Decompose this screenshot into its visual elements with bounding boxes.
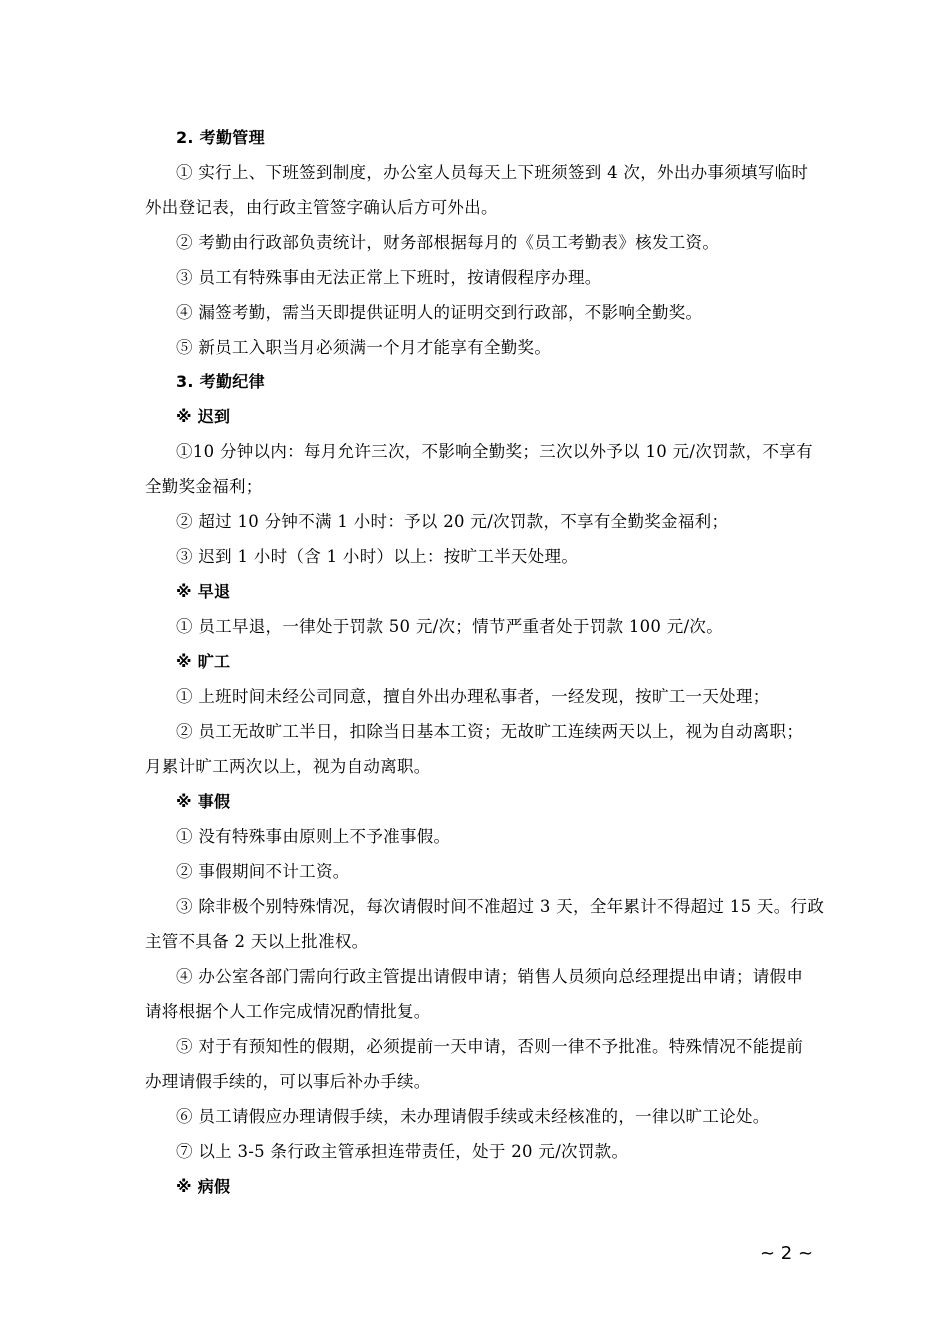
paragraph-line: 月累计旷工两次以上，视为自动离职。	[145, 757, 431, 776]
paragraph-line: 全勤奖金福利；	[145, 477, 263, 496]
paragraph-line: ② 超过 10 分钟不满 1 小时：予以 20 元/次罚款，不享有全勤奖金福利；	[176, 512, 729, 531]
paragraph-line: ⑦ 以上 3-5 条行政主管承担连带责任，处于 20 元/次罚款。	[176, 1142, 629, 1161]
paragraph-line: ⑤ 对于有预知性的假期，必须提前一天申请，否则一律不予批准。特殊情况不能提前	[176, 1037, 804, 1056]
paragraph-line: ④ 漏签考勤，需当天即提供证明人的证明交到行政部，不影响全勤奖。	[176, 303, 703, 322]
paragraph-line: ⑤ 新员工入职当月必须满一个月才能享有全勤奖。	[176, 338, 552, 357]
paragraph-line: 请将根据个人工作完成情况酌情批复。	[145, 1002, 431, 1021]
paragraph-line: ① 没有特殊事由原则上不予准事假。	[176, 827, 451, 846]
paragraph-line: ① 员工早退，一律处于罚款 50 元/次；情节严重者处于罚款 100 元/次。	[176, 617, 724, 636]
subheading-personal-leave: ※ 事假	[176, 792, 231, 811]
subheading-absenteeism: ※ 旷工	[176, 652, 231, 671]
subheading-late: ※ 迟到	[176, 407, 231, 426]
paragraph-line: ① 上班时间未经公司同意，擅自外出办理私事者，一经发现，按旷工一天处理；	[176, 687, 770, 706]
paragraph-line: ② 员工无故旷工半日，扣除当日基本工资；无故旷工连续两天以上，视为自动离职；	[176, 722, 804, 741]
paragraph-line: ③ 除非极个别特殊情况，每次请假时间不准超过 3 天，全年累计不得超过 15 天。行政	[176, 897, 825, 916]
paragraph-line: ② 考勤由行政部负责统计，财务部根据每月的《员工考勤表》核发工资。	[176, 233, 720, 252]
paragraph-line: 主管不具备 2 天以上批准权。	[145, 932, 369, 951]
paragraph-line: 办理请假手续的，可以事后补办手续。	[145, 1072, 431, 1091]
paragraph-line: ④ 办公室各部门需向行政主管提出请假申请；销售人员须向总经理提出申请；请假申	[176, 967, 804, 986]
paragraph-line: ③ 员工有特殊事由无法正常上下班时，按请假程序办理。	[176, 268, 602, 287]
paragraph-line: ③ 迟到 1 小时（含 1 小时）以上：按旷工半天处理。	[176, 547, 579, 566]
paragraph-line: ① 实行上、下班签到制度，办公室人员每天上下班须签到 4 次，外出办事须填写临时	[176, 163, 809, 182]
paragraph-line: ①10 分钟以内：每月允许三次，不影响全勤奖；三次以外予以 10 元/次罚款，不享有	[176, 442, 813, 461]
section-heading-attendance-management: 2. 考勤管理	[176, 128, 265, 147]
subheading-leave-early: ※ 早退	[176, 582, 231, 601]
paragraph-line: ⑥ 员工请假应办理请假手续，未办理请假手续或未经核准的，一律以旷工论处。	[176, 1107, 770, 1126]
paragraph-line: ② 事假期间不计工资。	[176, 862, 350, 881]
section-heading-attendance-discipline: 3. 考勤纪律	[176, 372, 265, 391]
page-number: ~ 2 ~	[760, 1243, 814, 1264]
subheading-sick-leave: ※ 病假	[176, 1177, 231, 1196]
paragraph-line: 外出登记表，由行政主管签字确认后方可外出。	[145, 198, 498, 217]
